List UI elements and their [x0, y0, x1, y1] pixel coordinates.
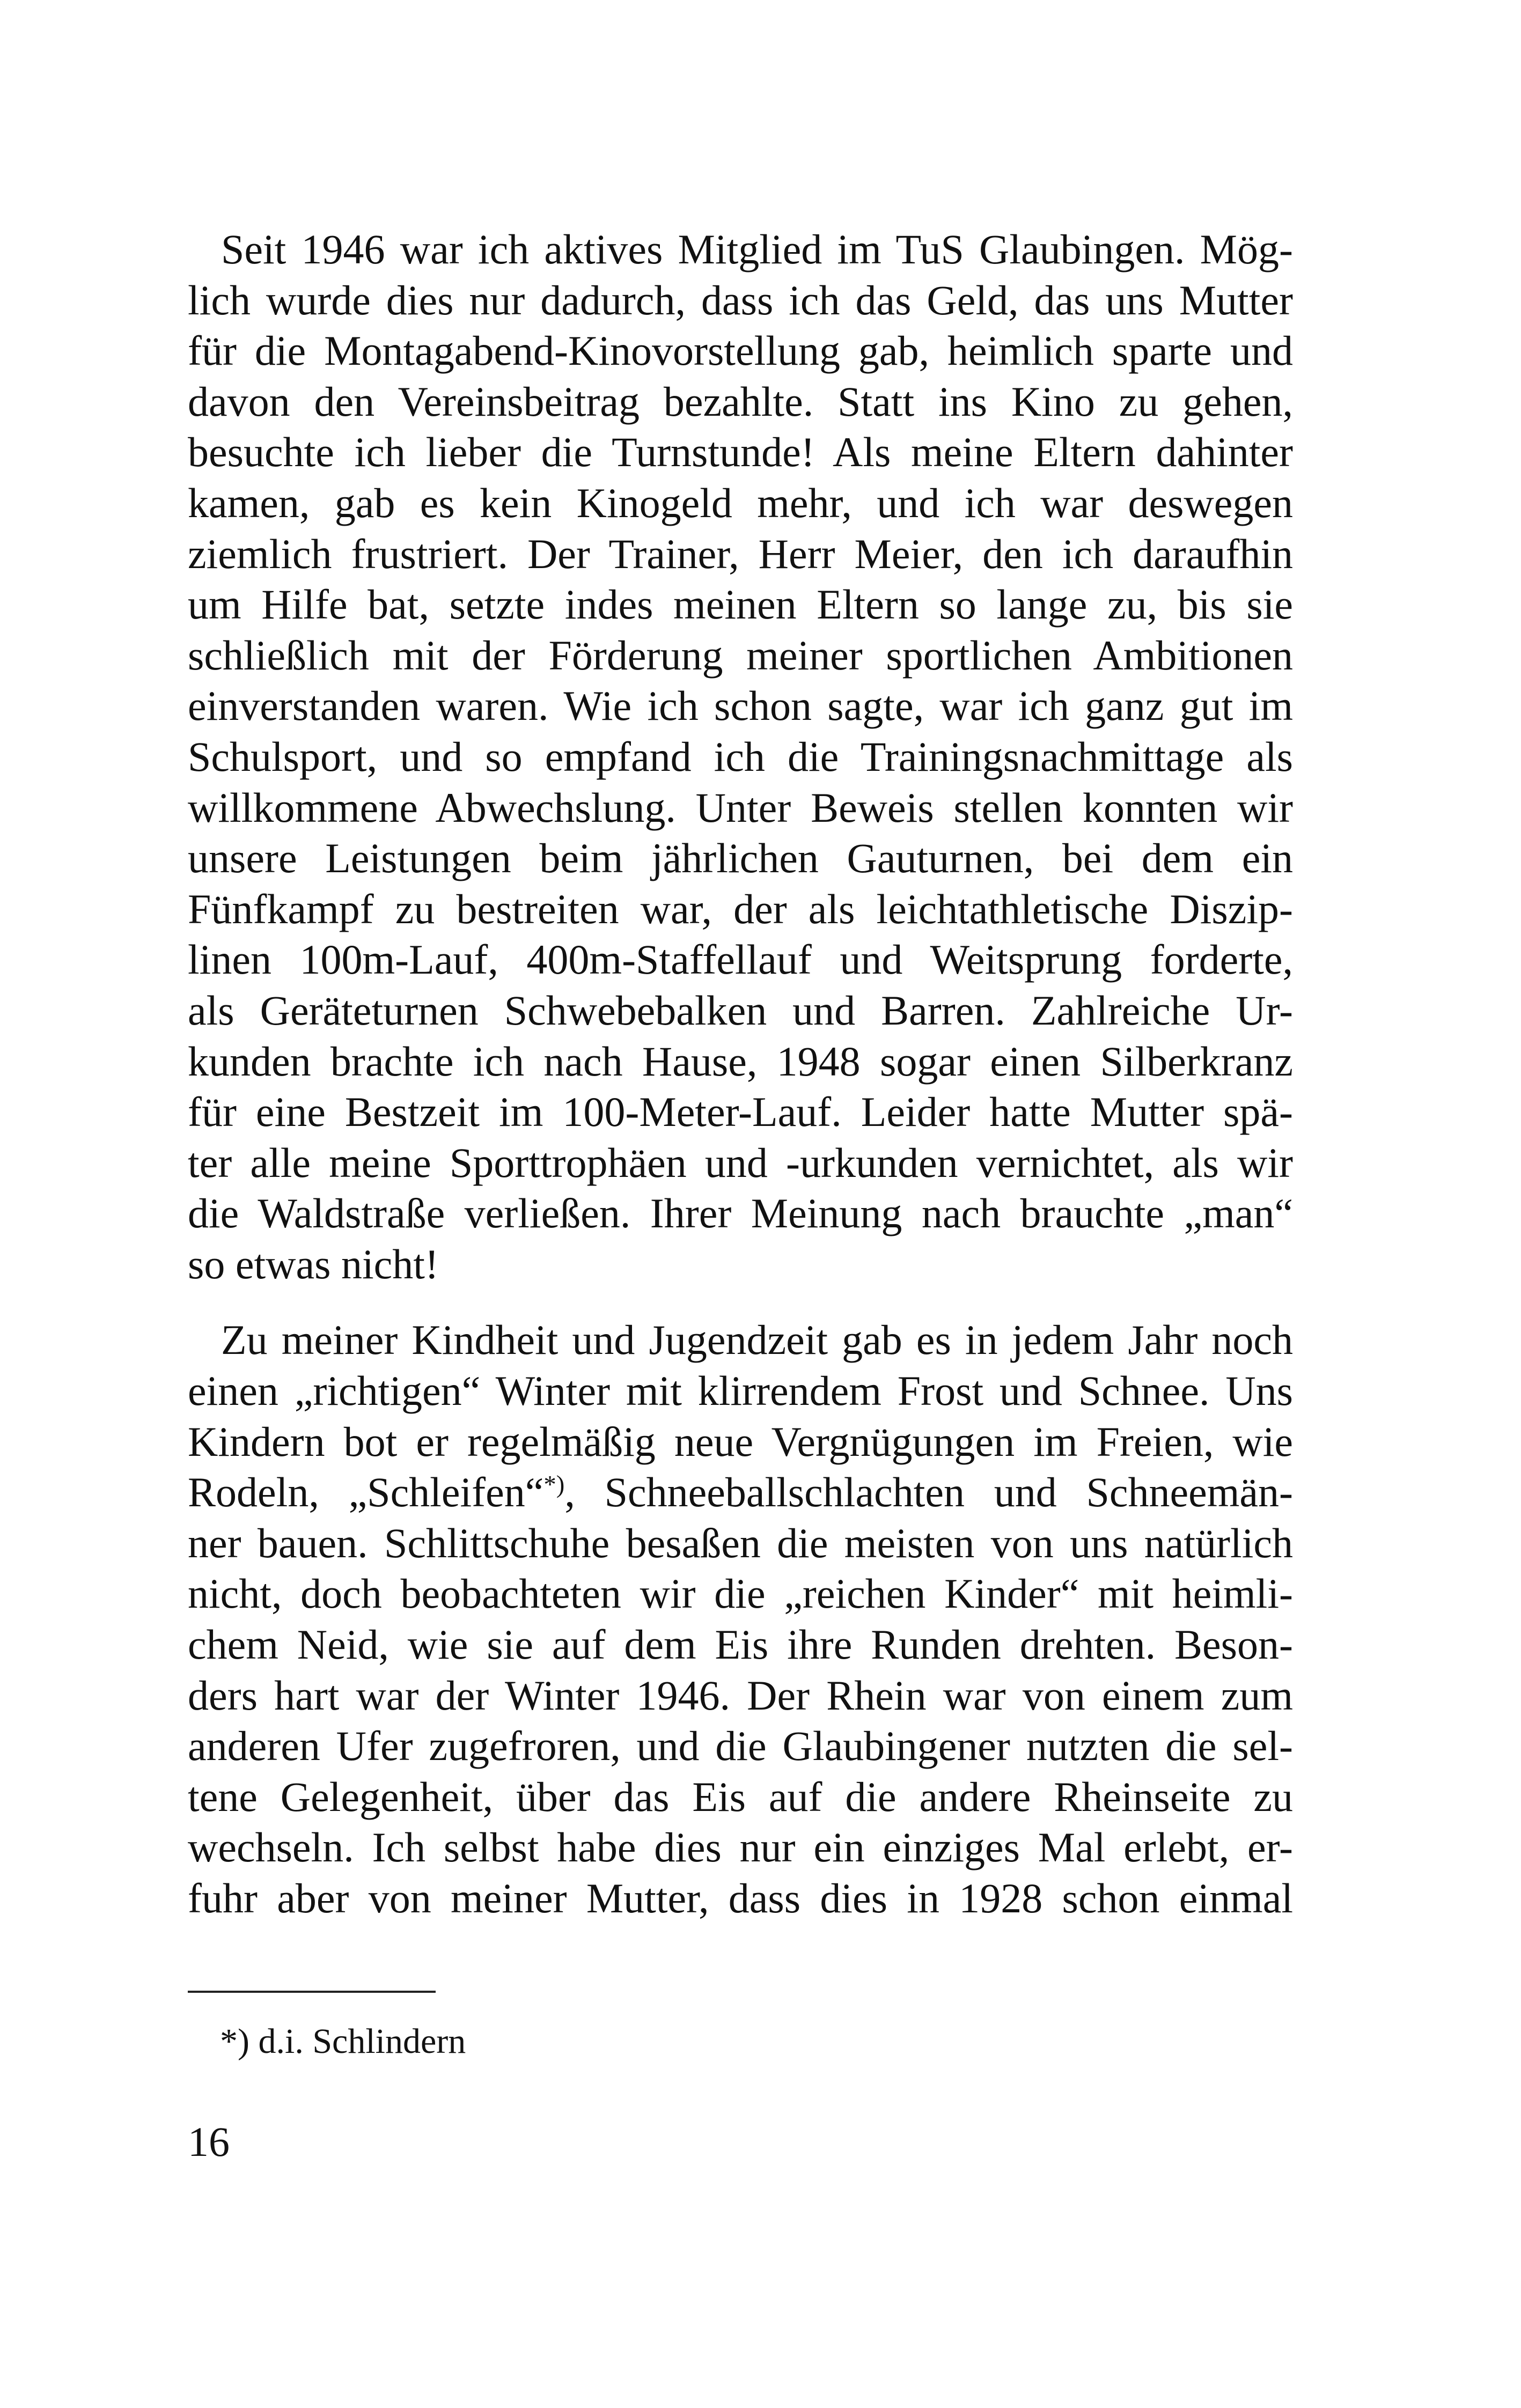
- text-line: einverstanden waren. Wie ich schon sagte, war ich ganz gut im: [188, 682, 1293, 730]
- paragraph-2: [188, 1315, 1293, 1924]
- text-line: tene Gelegenheit, über das Eis auf die andere Rheinseite zu: [188, 1773, 1293, 1820]
- text-line: Kindern bot er regelmäßig neue Vergnügungen im Freien, wie: [188, 1418, 1293, 1465]
- text-line: ders hart war der Winter 1946. Der Rhein war von einem zum: [188, 1671, 1293, 1719]
- text-line-with-footnote-ref: [188, 1467, 1293, 1518]
- text-line: für eine Bestzeit im 100-Meter-Lauf. Leider hatte Mutter spä-: [188, 1088, 1293, 1136]
- text-segment: , Schneeballschlachten und Schneemän-: [564, 1469, 1293, 1516]
- text-line: nicht, doch beobachteten wir die „reichen Kinder“ mit heimli-: [188, 1570, 1293, 1617]
- text-line: fuhr aber von meiner Mutter, dass dies in 1928 schon einmal: [188, 1875, 1293, 1921]
- paragraph-1: [188, 224, 1293, 1290]
- text-line: willkommene Abwechslung. Unter Beweis stellen konnten wir: [188, 784, 1293, 831]
- text-line: chem Neid, wie sie auf dem Eis ihre Runden drehten. Beson-: [188, 1621, 1293, 1668]
- text-line: besuchte ich lieber die Turnstunde! Als meine Eltern dahinter: [188, 429, 1293, 476]
- text-line: Schulsport, und so empfand ich die Trainingsnachmittage als: [188, 733, 1293, 780]
- text-line: Fünfkampf zu bestreiten war, der als leichtathletische Diszip-: [188, 885, 1293, 932]
- text-line: Seit 1946 war ich aktives Mitglied im TuS Glaubingen. Mög-: [221, 226, 1293, 273]
- text-line: einen „richtigen“ Winter mit klirrendem Frost und Schnee. Uns: [188, 1367, 1293, 1415]
- text-line: um Hilfe bat, setzte indes meinen Eltern so lange zu, bis sie: [188, 581, 1293, 628]
- paragraph-spacer: [188, 1290, 1293, 1315]
- text-line: schließlich mit der Förderung meiner sportlichen Ambitionen: [188, 631, 1293, 679]
- text-line: linen 100m-Lauf, 400m-Staffellauf und Weitsprung forderte,: [188, 936, 1293, 983]
- text-line: kamen, gab es kein Kinogeld mehr, und ich war deswegen: [188, 479, 1293, 526]
- text-line: so etwas nicht!: [188, 1240, 439, 1287]
- body-text: [188, 224, 1293, 1924]
- text-line: ner bauen. Schlittschuhe besaßen die meisten von uns natürlich: [188, 1519, 1293, 1566]
- text-line: Zu meiner Kindheit und Jugendzeit gab es in jedem Jahr noch: [221, 1316, 1293, 1364]
- page-number: 16: [188, 2118, 230, 2165]
- footnote-divider: [188, 1991, 436, 1993]
- footnote-marker: *): [543, 1470, 565, 1499]
- text-line: die Waldstraße verließen. Ihrer Meinung nach brauchte „man“: [188, 1190, 1293, 1237]
- text-line: ter alle meine Sporttrophäen und -urkunden vernichtet, als wir: [188, 1139, 1293, 1186]
- text-line: anderen Ufer zugefroren, und die Glaubingener nutzten die sel-: [188, 1722, 1293, 1770]
- text-line: lich wurde dies nur dadurch, dass ich das Geld, das uns Mutter: [188, 276, 1293, 323]
- footnote: *) d.i. Schlindern: [220, 2022, 466, 2061]
- text-segment: Rodeln, „Schleifen“: [188, 1469, 544, 1516]
- text-line: kunden brachte ich nach Hause, 1948 sogar einen Silberkranz: [188, 1037, 1293, 1085]
- text-line: als Geräteturnen Schwebebalken und Barren. Zahlreiche Ur-: [188, 986, 1293, 1034]
- text-line: unsere Leistungen beim jährlichen Gauturnen, bei dem ein: [188, 835, 1293, 882]
- text-line: davon den Vereinsbeitrag bezahlte. Statt ins Kino zu gehen,: [188, 378, 1293, 425]
- text-line: wechseln. Ich selbst habe dies nur ein einziges Mal erlebt, er-: [188, 1824, 1293, 1871]
- text-line: ziemlich frustriert. Der Trainer, Herr Meier, den ich daraufhin: [188, 530, 1293, 577]
- text-line: für die Montagabend-Kinovorstellung gab, heimlich sparte und: [188, 327, 1293, 374]
